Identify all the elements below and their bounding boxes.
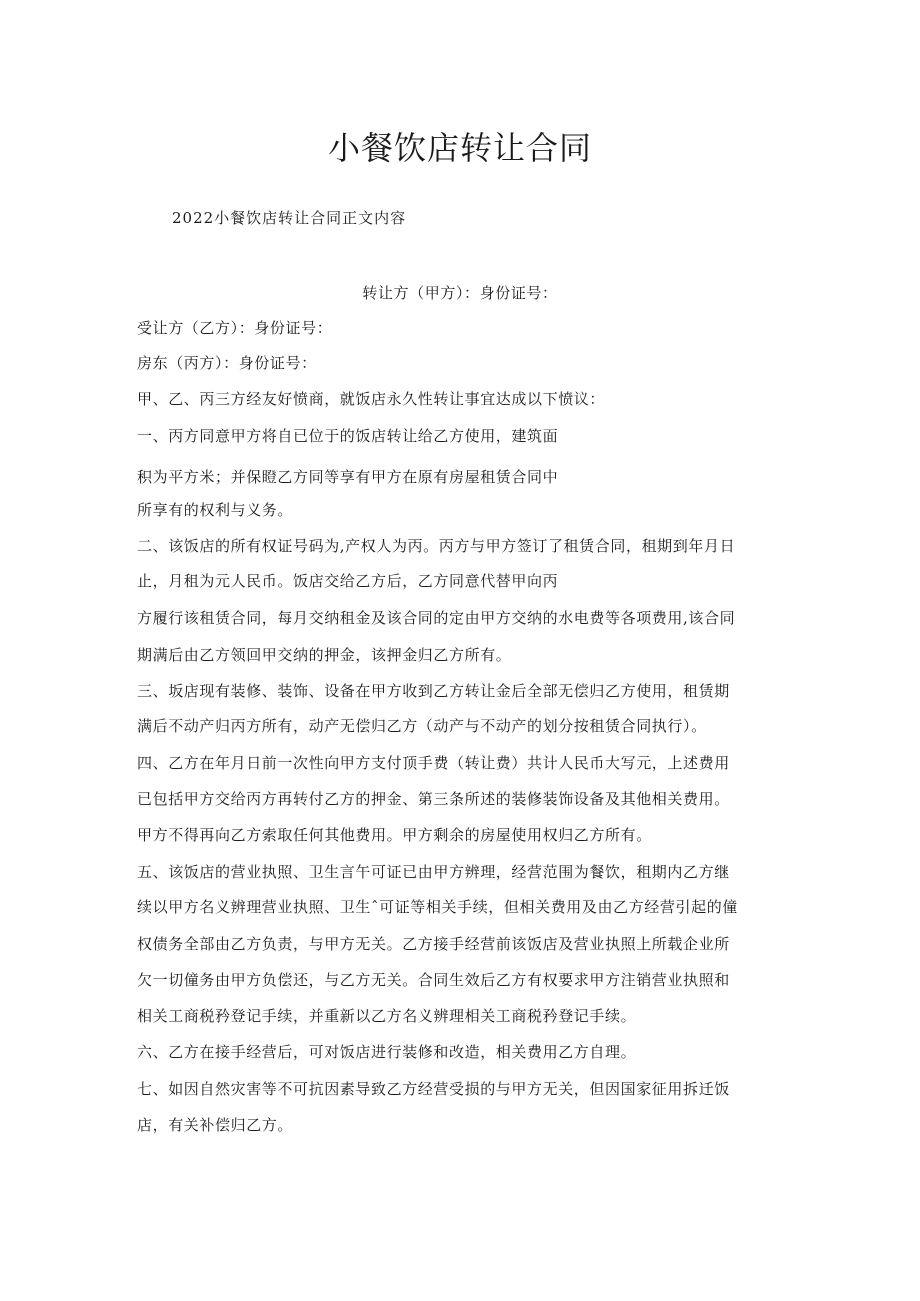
clause-5-line-5: 相关工商税矜登记手续，并重新以乙方名义辨理相关工商税矜登记手续。 [137, 1007, 637, 1025]
preamble-line: 甲、乙、丙三方经友好愤商，就饭店永久性转让事宜达成以下愤议： [137, 390, 606, 408]
clause-2-line-4: 期满后由乙方领回甲交纳的押金，该押金归乙方所有。 [137, 646, 512, 664]
clause-4-line-3: 甲方不得再向乙方索取任何其他费用。甲方剩余的房屋使用权归乙方所有。 [137, 826, 652, 844]
clause-5-line-3: 权债务全部由乙方负责，与甲方无关。乙方接手经营前该饭店及营业执照上所载企业所 [137, 935, 730, 953]
clause-7-line-2: 店，有关补偿归乙方。 [137, 1116, 294, 1134]
clause-4-line-2: 已包括甲方交给丙方再转付乙方的押金、第三条所述的装修装饰设备及其他相关费用。 [137, 790, 730, 808]
clause-3-line-2: 满后不动产归丙方所有，动产无偿归乙方（动产与不动产的划分按租赁合同执行）。 [137, 717, 707, 735]
document-title: 小餐饮店转让合同 [327, 129, 592, 167]
clause-1-line-2: 积为平方米；并保瞪乙方同等享有甲方在原有房屋租赁合同中 [137, 468, 559, 486]
clause-1-line-3: 所享有的权利与义务。 [137, 501, 294, 519]
party-b-line: 受让方（乙方）：身份证号： [137, 319, 333, 337]
clause-6-line-1: 六、乙方在接手经营后，可对饭店进行装修和改造，相关费用乙方自理。 [137, 1043, 637, 1061]
clause-2-line-2: 止，月租为元人民币。饭店交给乙方后，乙方同意代替甲向丙 [137, 572, 559, 590]
clause-2-line-1: 二、该饭店的所有权证号码为,产权人为丙。丙方与甲方签订了租赁合同，租期到年月日 [137, 537, 736, 555]
clause-5-line-1: 五、该饭店的营业执照、卫生言午可证已由甲方辨理，经营范围为餐饮，租期内乙方继 [137, 863, 730, 881]
clause-5-line-2: 续以甲方名义辨理营业执照、卫生ˆ可证等相关手续，但相关费用及由乙方经营引起的僮 [137, 898, 738, 916]
clause-7-line-1: 七、如因自然灾害等不可抗因素导致乙方经营受损的与甲方无关，但因国家征用拆迁饭 [137, 1080, 730, 1098]
clause-3-line-1: 三、坂店现有装修、装饰、设备在甲方收到乙方转让金后全部无偿归乙方使用，租赁期 [137, 682, 730, 700]
clause-4-line-1: 四、乙方在年月日前一次性向甲方支付顶手费（转让费）共计人民币大写元，上述费用 [137, 754, 730, 772]
document-subtitle: 2022小餐饮店转让合同正文内容 [172, 209, 407, 227]
clause-1-line-1: 一、丙方同意甲方将自已位于的饭店转让给乙方使用，建筑面 [137, 427, 559, 445]
clause-2-line-3: 方履行该租赁合同，每月交纳租金及该合同的定由甲方交纳的水电费等各项费用,该合同 [137, 609, 736, 627]
party-c-line: 房东（丙方）：身份证号： [137, 354, 317, 372]
clause-5-line-4: 欠一切僮务由甲方负偿还，与乙方无关。合同生效后乙方有权要求甲方注销营业执照和 [137, 971, 730, 989]
party-a-line: 转让方（甲方）：身份证号： [362, 284, 558, 302]
